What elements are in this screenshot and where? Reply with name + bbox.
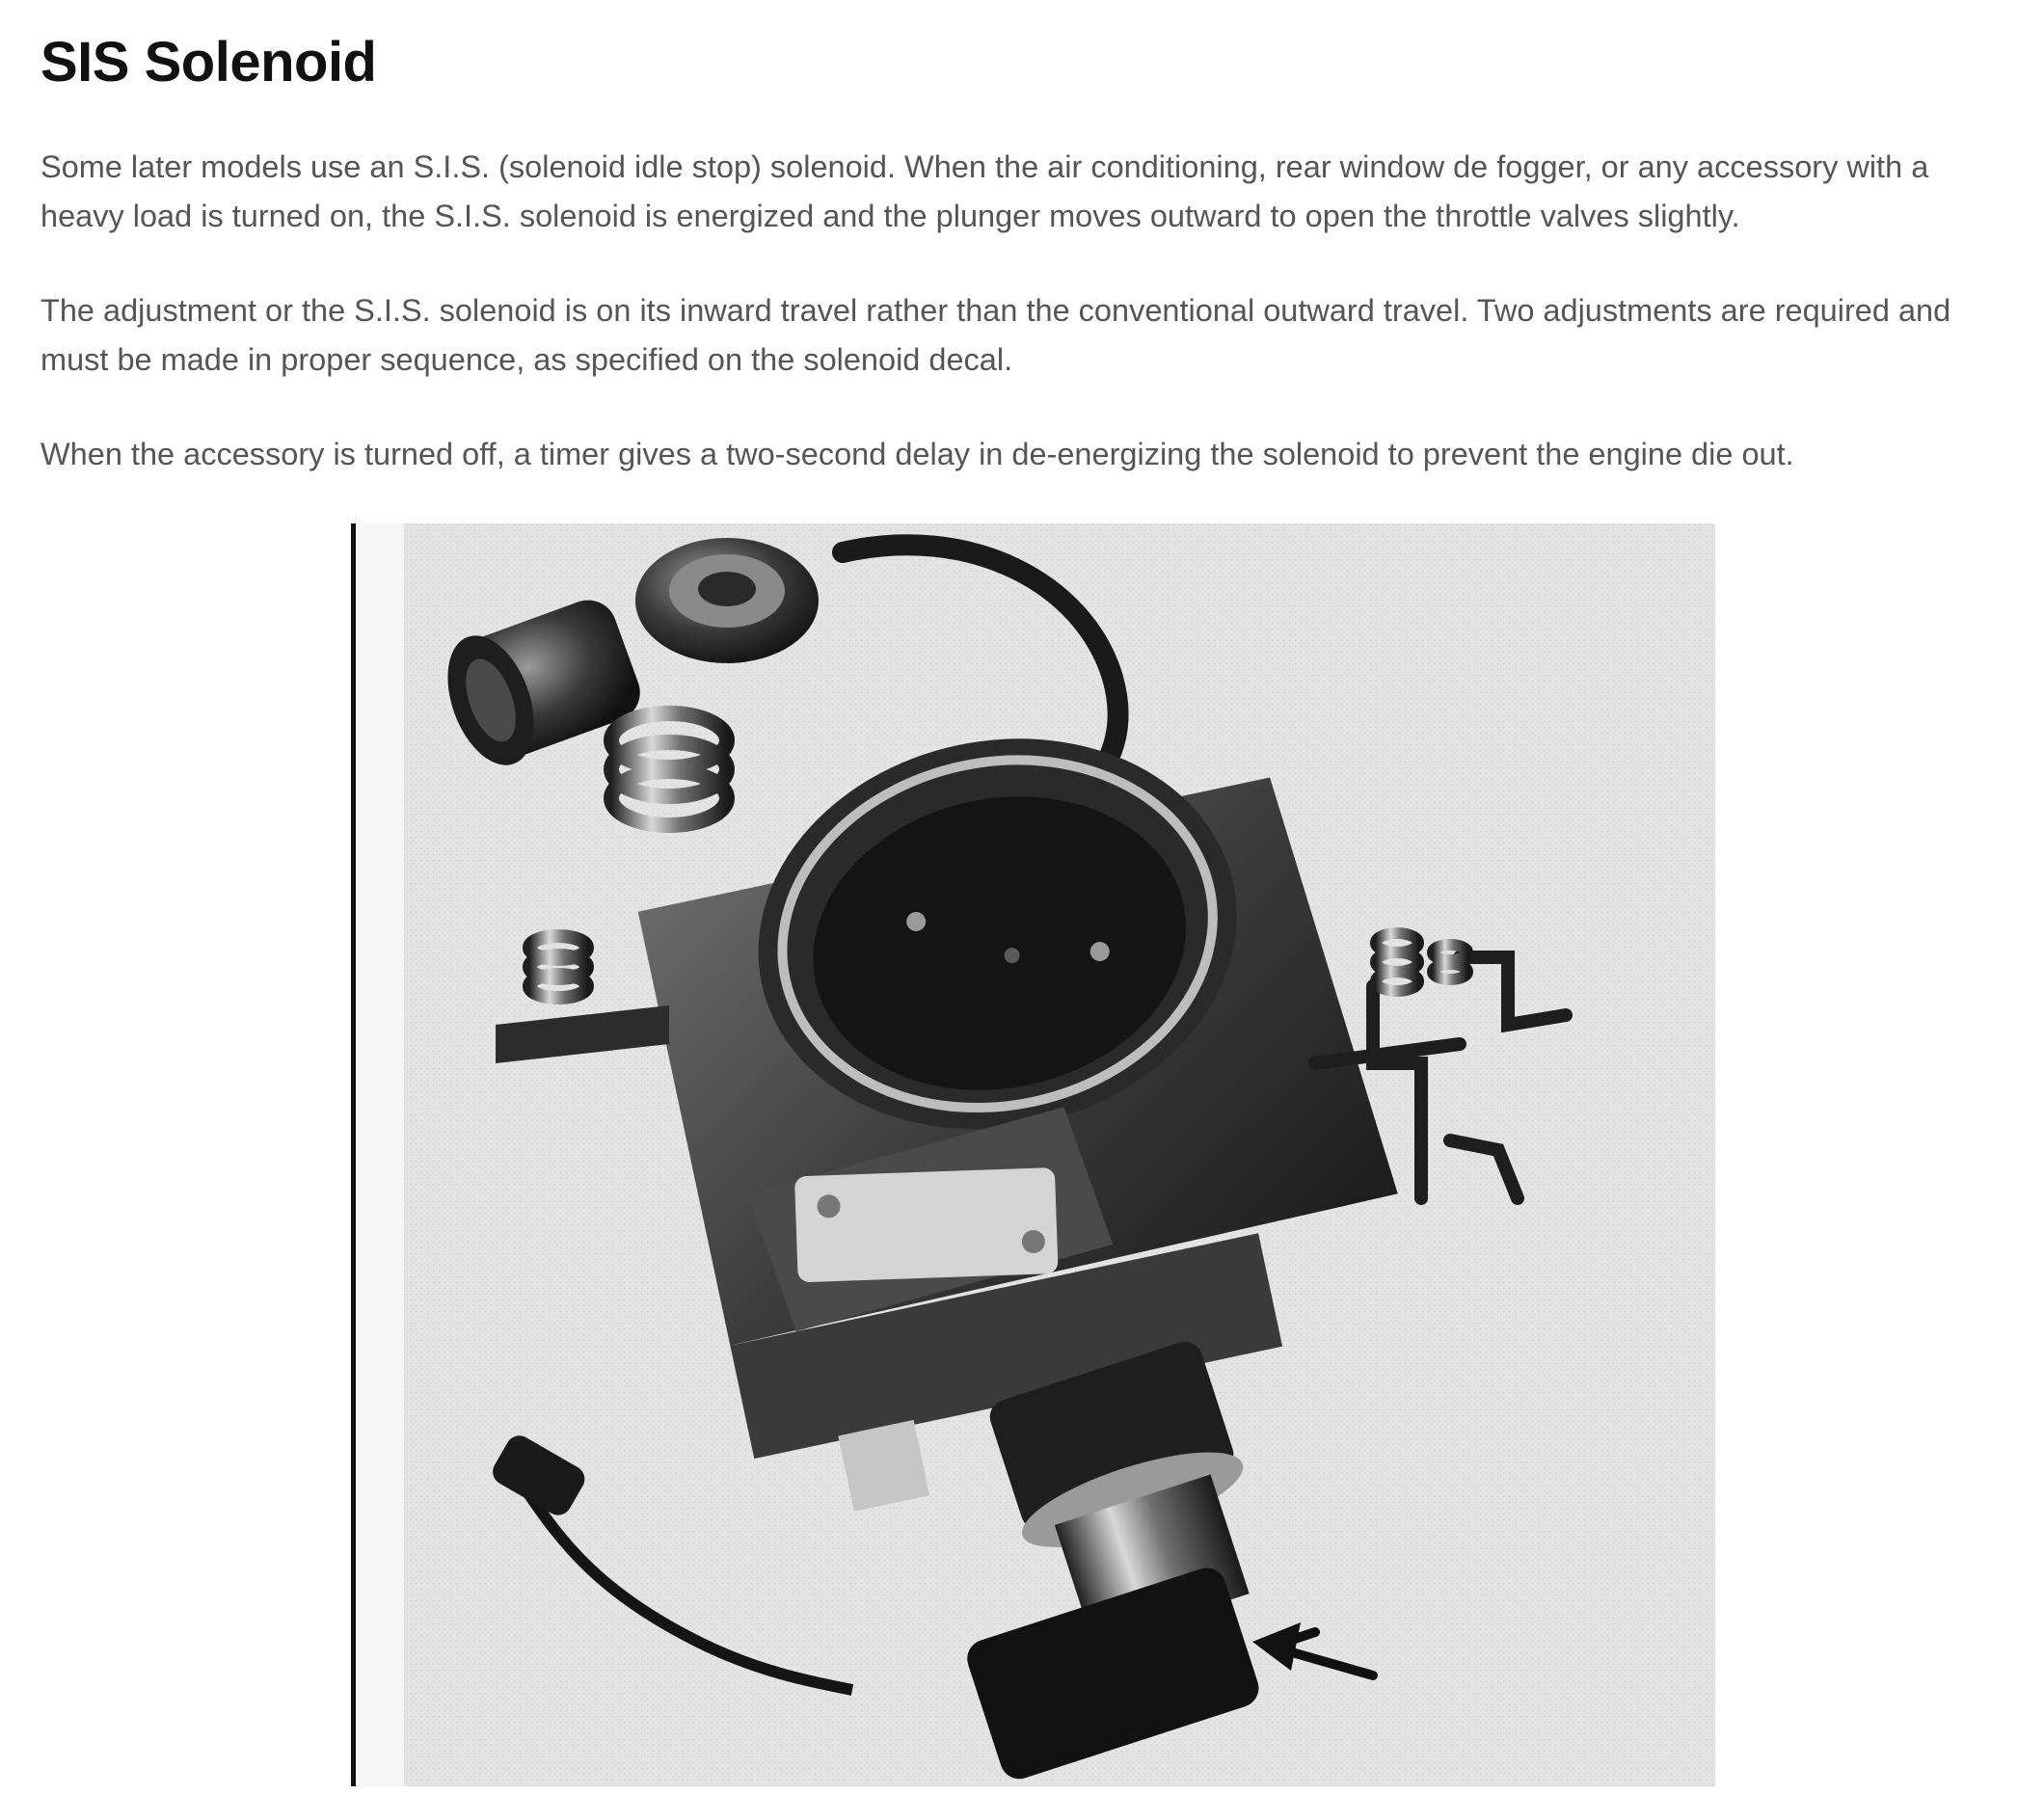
paragraph-sis-adjustment: The adjustment or the S.I.S. solenoid is on its inward travel rather than the conventional outward travel. Two adjustments are required and must be made in proper sequence, as specified on the solenoid decal. <box>40 293 1951 377</box>
page-title: SIS Solenoid <box>40 31 377 94</box>
carburetor-photo <box>351 523 1715 1786</box>
carburetor-illustration <box>351 523 1715 1786</box>
paragraph-sis-description: Some later models use an S.I.S. (solenoid idle stop) solenoid. When the air conditioning, rear window de fogger, or any accessory with a heavy load is turned on, the S.I.S. solenoid is energized and the plunger moves outward to open the throttle valves slightly. <box>40 149 1929 233</box>
paragraph-sis-timer: When the accessory is turned off, a timer gives a two-second delay in de-energizing the solenoid to prevent the engine die out. <box>40 437 1794 471</box>
